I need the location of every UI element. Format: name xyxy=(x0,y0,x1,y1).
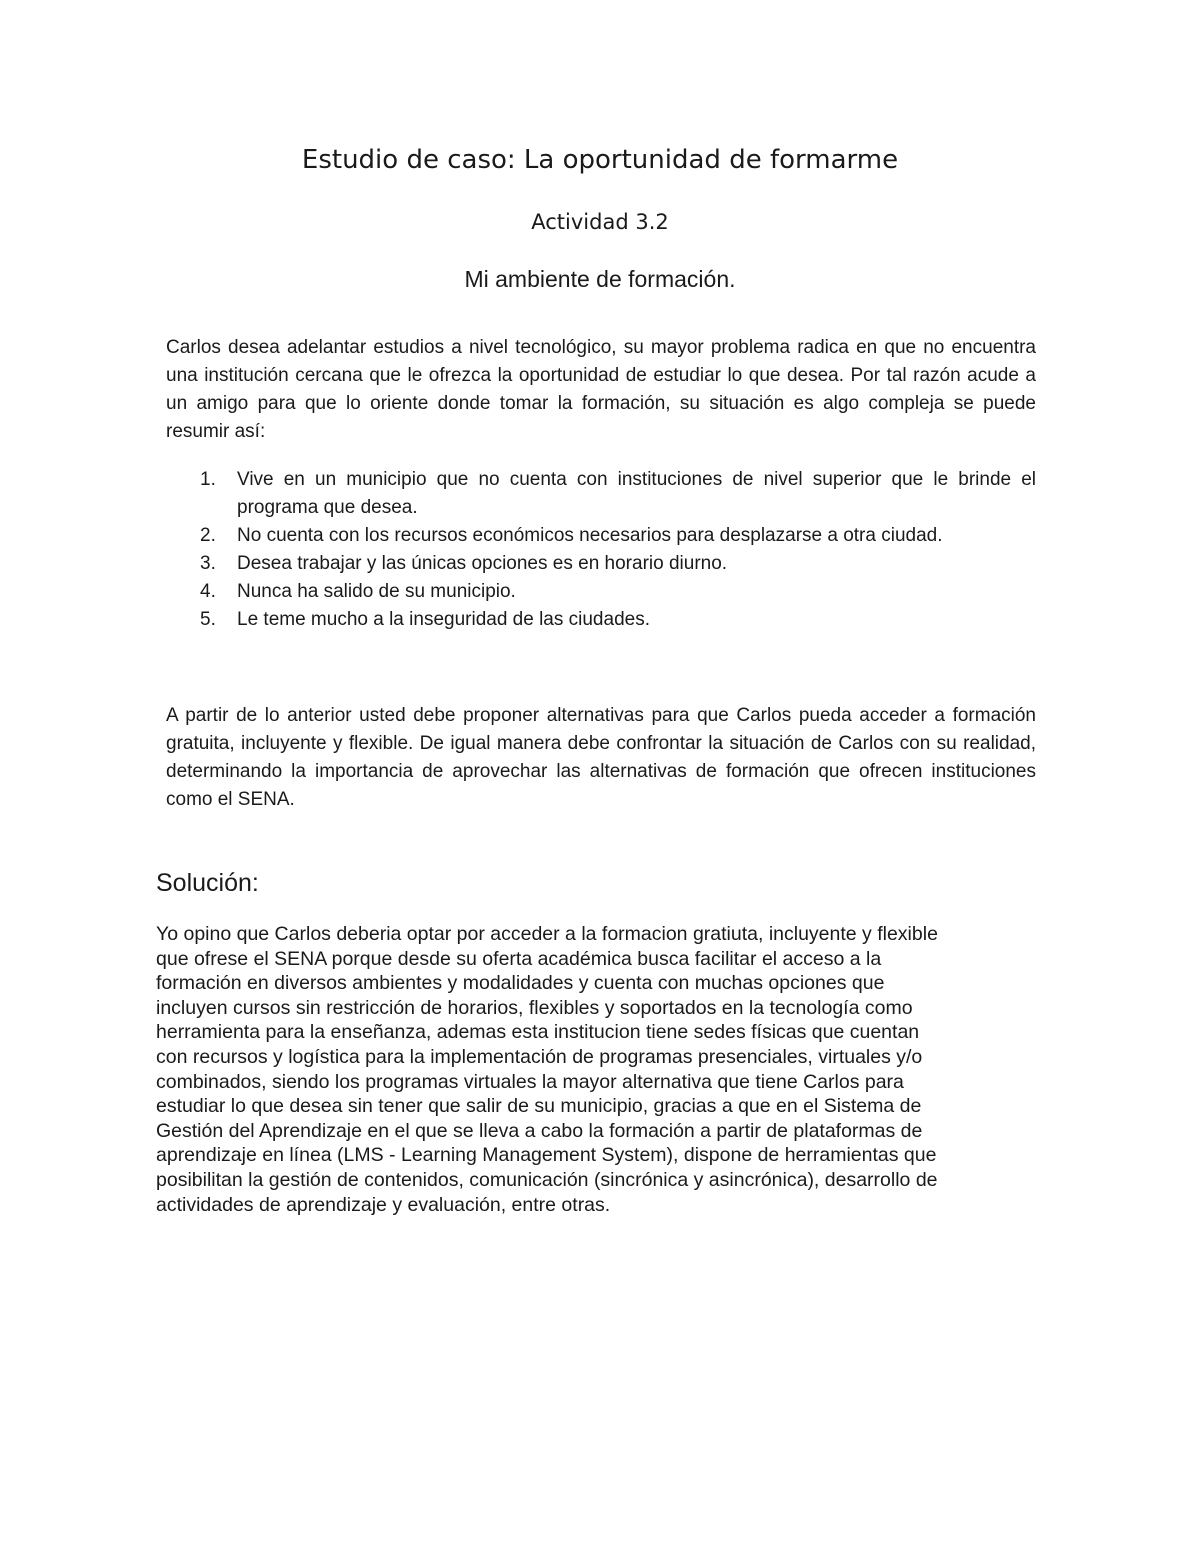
list-item xyxy=(166,466,1036,522)
list-item-text: Nunca ha salido de su municipio. xyxy=(237,581,516,602)
solution-line: combinados, siendo los programas virtuales la mayor alternativa que tiene Carlos para xyxy=(156,1070,904,1093)
list-item-number: 3. xyxy=(200,553,216,574)
case-situation-list xyxy=(166,466,1036,634)
list-item-number: 2. xyxy=(200,525,216,546)
solution-line: formación en diversos ambientes y modalidades y cuenta con muchas opciones que xyxy=(156,972,885,995)
activity-subtitle: Actividad 3.2 xyxy=(531,210,669,234)
list-item-text: Desea trabajar y las únicas opciones es en horario diurno. xyxy=(237,553,728,574)
list-item-number: 4. xyxy=(200,581,216,602)
solution-heading: Solución: xyxy=(156,869,259,897)
solution-paragraph xyxy=(156,922,1036,1217)
list-item xyxy=(166,606,1036,634)
solution-line: con recursos y logística para la implementación de programas presenciales, virtuales y/o xyxy=(156,1045,923,1068)
case-intro-paragraph: Carlos desea adelantar estudios a nivel tecnológico, su mayor problema radica en que no encuentra una institución cercana que le ofrezca la oportunidad de estudiar lo que desea. Por tal razón acude a un amigo para que lo oriente donde tomar la formación, su situación es algo compleja se puede resumir así: xyxy=(166,337,1036,442)
solution-line: herramienta para la enseñanza, ademas esta institucion tiene sedes físicas que cuentan xyxy=(156,1021,920,1044)
list-item-text: Le teme mucho a la inseguridad de las ciudades. xyxy=(237,609,650,630)
solution-line: actividades de aprendizaje y evaluación, entre otras. xyxy=(156,1193,611,1216)
list-item xyxy=(166,522,1036,550)
solution-line: posibilitan la gestión de contenidos, comunicación (sincrónica y asincrónica), desarrollo de xyxy=(156,1168,938,1191)
list-item xyxy=(166,578,1036,606)
solution-line: Yo opino que Carlos deberia optar por acceder a la formacion gratiuta, incluyente y flexible xyxy=(156,923,938,945)
solution-line: Gestión del Aprendizaje en el que se lleva a cabo la formación a partir de plataformas de xyxy=(156,1119,923,1142)
list-item xyxy=(166,550,1036,578)
list-item-text: No cuenta con los recursos económicos necesarios para desplazarse a otra ciudad. xyxy=(237,525,943,546)
section-title: Mi ambiente de formación. xyxy=(464,266,736,292)
solution-line: aprendizaje en línea (LMS - Learning Management System), dispone de herramientas que xyxy=(156,1144,937,1167)
list-item-number: 5. xyxy=(200,609,216,630)
list-item-text: Vive en un municipio que no cuenta con instituciones de nivel superior que le brinde el programa que desea. xyxy=(237,469,1036,518)
list-item-number: 1. xyxy=(200,469,216,490)
document-title: Estudio de caso: La oportunidad de formarme xyxy=(301,145,899,175)
solution-line: estudiar lo que desea sin tener que salir de su municipio, gracias a que en el Sistema de xyxy=(156,1095,922,1118)
solution-line: incluyen cursos sin restricción de horarios, flexibles y soportados en la tecnología como xyxy=(156,996,913,1019)
instructions-paragraph: A partir de lo anterior usted debe proponer alternativas para que Carlos pueda acceder a formación gratuita, incluyente y flexible. De igual manera debe confrontar la situación de Carlos con su realidad, determinando la importancia de aprovechar las alternativas de formación que ofrecen instituciones como el SENA. xyxy=(166,705,1036,810)
solution-line: que ofrese el SENA porque desde su oferta académica busca facilitar el acceso a la xyxy=(156,947,882,970)
